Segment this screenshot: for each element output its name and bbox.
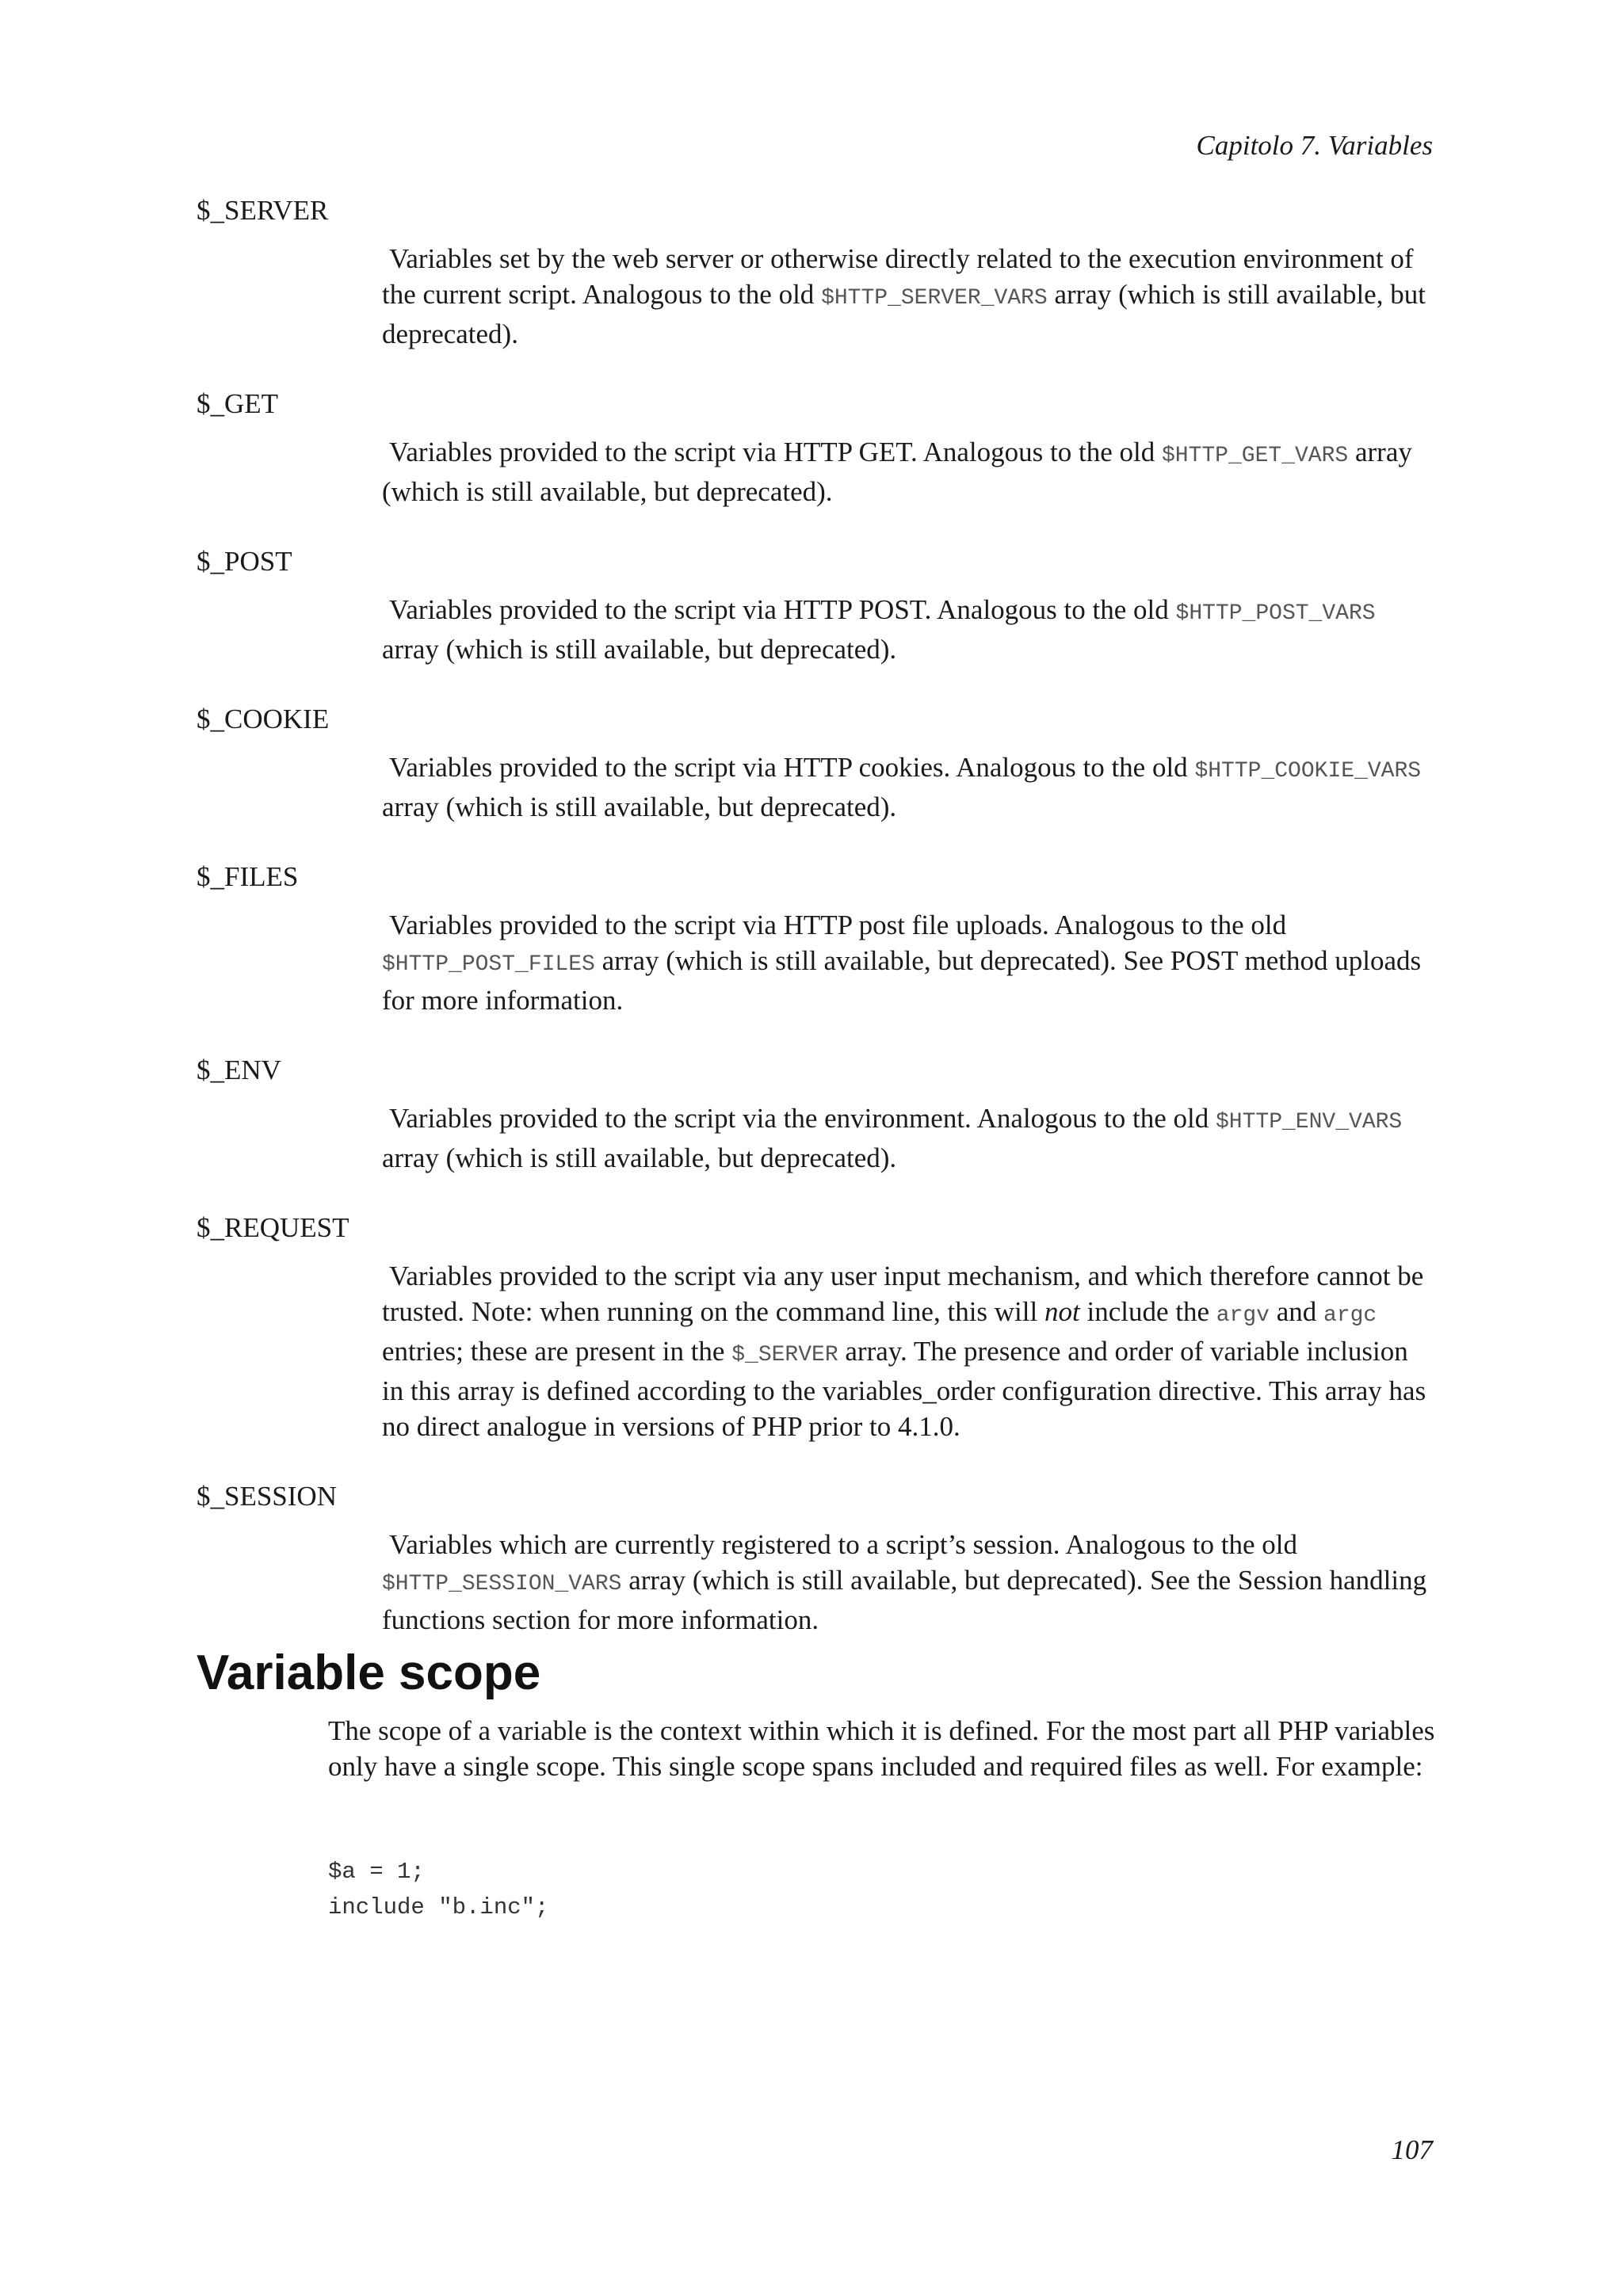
inline-code: $HTTP_SESSION_VARS bbox=[382, 1572, 622, 1596]
description-text: array (which is still available, but deprecated). bbox=[382, 634, 897, 665]
description-text: entries; these are present in the bbox=[382, 1336, 732, 1367]
inline-code: $HTTP_GET_VARS bbox=[1161, 444, 1349, 468]
emphasis-text: not bbox=[1044, 1296, 1080, 1327]
term-session: $_SESSION bbox=[197, 1481, 337, 1512]
description-text: Variables provided to the script via HTTP post file uploads. Analogous to the old bbox=[389, 910, 1287, 940]
description-text: array (which is still available, but deprecated). bbox=[382, 1142, 897, 1173]
description-text: Variables provided to the script via HTTP cookies. Analogous to the old bbox=[389, 752, 1195, 783]
term-post: $_POST bbox=[197, 546, 292, 577]
term-files: $_FILES bbox=[197, 861, 299, 892]
inline-code: $HTTP_SERVER_VARS bbox=[821, 286, 1048, 311]
description-cookie bbox=[382, 749, 1434, 825]
description-text: array (which is still available, but deprecated). bbox=[382, 279, 1426, 349]
code-example: $a = 1; include "b.inc"; bbox=[328, 1859, 549, 1920]
inline-code: argc bbox=[1323, 1303, 1377, 1328]
description-get bbox=[382, 434, 1434, 509]
description-text: Variables set by the web server or otherwise directly related to the execution environment of the current script. Analogous to the old bbox=[382, 243, 1414, 310]
definition-entry-files bbox=[197, 858, 1434, 1018]
term-cookie: $_COOKIE bbox=[197, 704, 330, 734]
definition-entry-session bbox=[197, 1478, 1434, 1638]
running-header: Capitolo 7. Variables bbox=[1196, 130, 1433, 161]
definition-entry-get bbox=[197, 385, 1434, 509]
definition-entry-env bbox=[197, 1051, 1434, 1176]
definition-entry-cookie bbox=[197, 700, 1434, 825]
description-env bbox=[382, 1100, 1434, 1176]
inline-code: argv bbox=[1216, 1303, 1270, 1328]
inline-code: $HTTP_COOKIE_VARS bbox=[1194, 759, 1422, 784]
definition-entry-server bbox=[197, 192, 1434, 352]
definition-entry-post bbox=[197, 543, 1434, 667]
description-text: array (which is still available, but deprecated). bbox=[382, 437, 1412, 507]
definition-entry-request bbox=[197, 1209, 1434, 1444]
description-text: array (which is still available, but deprecated). See POST method uploads for more information. bbox=[382, 945, 1422, 1016]
description-text: and bbox=[1269, 1296, 1324, 1327]
description-text: Variables which are currently registered to a script’s session. Analogous to the old bbox=[389, 1529, 1297, 1560]
inline-code: $HTTP_POST_FILES bbox=[382, 952, 595, 977]
description-text: Variables provided to the script via HTTP GET. Analogous to the old bbox=[389, 437, 1162, 467]
description-text: array (which is still available, but deprecated). bbox=[382, 791, 897, 822]
description-files bbox=[382, 907, 1434, 1018]
description-text: include the bbox=[1079, 1296, 1216, 1327]
section-heading: Variable scope bbox=[197, 1646, 541, 1700]
description-request bbox=[382, 1258, 1434, 1444]
description-server bbox=[382, 241, 1434, 352]
description-session bbox=[382, 1527, 1434, 1638]
description-text: array. The presence and order of variable inclusion in this array is defined according to the variables_order configuration directive. This array has no direct analogue in versions of PHP prior to 4.1.0. bbox=[382, 1336, 1426, 1442]
description-text: Variables provided to the script via the environment. Analogous to the old bbox=[389, 1103, 1216, 1134]
superglobals-definition-list bbox=[197, 192, 1434, 1671]
inline-code: $_SERVER bbox=[731, 1343, 838, 1367]
description-text: Variables provided to the script via HTTP POST. Analogous to the old bbox=[389, 594, 1176, 625]
section-paragraph: The scope of a variable is the context within which it is defined. For the most part all PHP variables only have a single scope. This single scope spans included and required files as well. For example: bbox=[328, 1715, 1435, 1782]
page-number: 107 bbox=[1391, 2134, 1433, 2165]
inline-code: $HTTP_POST_VARS bbox=[1175, 601, 1376, 626]
description-post bbox=[382, 592, 1434, 667]
term-get: $_GET bbox=[197, 388, 279, 419]
term-server: $_SERVER bbox=[197, 195, 329, 226]
term-env: $_ENV bbox=[197, 1055, 281, 1085]
inline-code: $HTTP_ENV_VARS bbox=[1215, 1110, 1403, 1135]
term-request: $_REQUEST bbox=[197, 1212, 349, 1243]
description-text: Variables provided to the script via any user input mechanism, and which therefore cannot be trusted. Note: when running on the command line, this will bbox=[382, 1261, 1424, 1327]
description-text: array (which is still available, but deprecated). See the Session handling functions section for more information. bbox=[382, 1565, 1427, 1635]
